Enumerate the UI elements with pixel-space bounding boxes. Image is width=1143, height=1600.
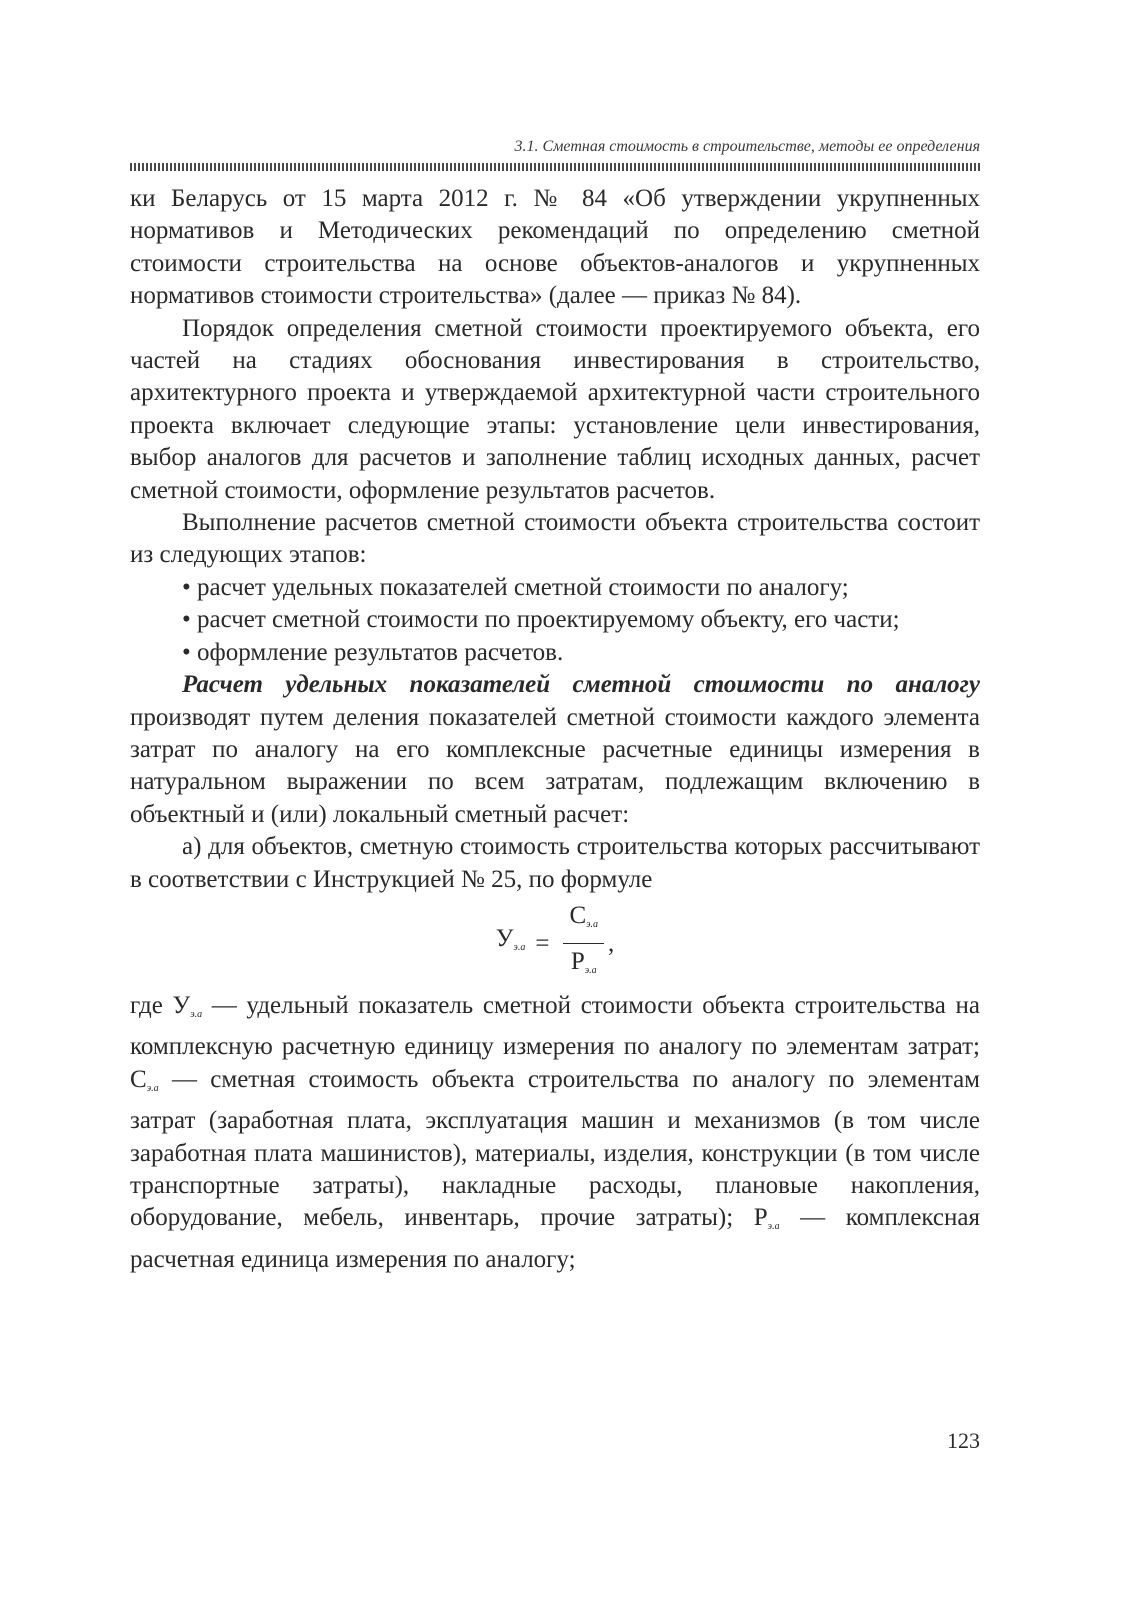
- bullet-item-1: • расчет удельных показателей сметной стоимости по аналогу;: [182, 573, 849, 601]
- formula-numerator: [563, 900, 604, 943]
- paragraph-4-lead: Расчет удельных показателей сметной стоимости по аналогу: [182, 671, 980, 699]
- formula-trail: ,: [608, 929, 615, 957]
- explanation-symbol-3: Р: [753, 1204, 768, 1232]
- explanation-subscript-1: э.а: [190, 1008, 203, 1020]
- bullet-item-3: • оформление результатов расчетов.: [182, 638, 564, 666]
- explanation-subscript-3: э.а: [767, 1221, 780, 1233]
- paragraph-4-rest: производят путем деления показателей сметной стоимости каждого элемента затрат по аналогу на его комплексные расчетные единицы измерения в натуральном выражении по всем затратам, подлежащим включению в объектный и (или) локальный сметный расчет:: [130, 703, 980, 828]
- formula-lhs: [496, 923, 526, 964]
- header-rule: [130, 163, 980, 171]
- paragraph-5: а) для объектов, сметную стоимость строительства которых рассчитывают в соответствии с Инструкцией № 25, по формуле: [130, 833, 980, 893]
- explanation-symbol-2: С: [130, 1065, 147, 1093]
- formula-denominator-symbol: Р: [570, 948, 585, 976]
- body-text: [130, 183, 980, 1276]
- explanation-text-2: — удельный показатель сметной стоимости объекта строительства на комплексную расчетную единицу измерения по аналогу по элементам затрат;: [130, 991, 981, 1061]
- formula-denominator: [565, 944, 603, 987]
- formula-denominator-subscript: э.а: [584, 965, 597, 977]
- paragraph-4: [130, 669, 980, 831]
- formula-numerator-symbol: С: [569, 902, 587, 930]
- explanation-text-1: где: [130, 991, 173, 1019]
- explanation-symbol-1: У: [172, 991, 191, 1019]
- explanation-paragraph: [130, 990, 980, 1276]
- running-header: 3.1. Сметная стоимость в строительстве, методы ее определения: [514, 138, 980, 155]
- formula-lhs-symbol: У: [495, 925, 514, 953]
- formula: [130, 902, 980, 986]
- explanation-subscript-2: э.а: [146, 1082, 159, 1094]
- formula-equals: =: [535, 929, 550, 957]
- formula-numerator-subscript: э.а: [586, 919, 599, 931]
- paragraph-2: Порядок определения сметной стоимости проектируемого объекта, его частей на стадиях обоснования инвестирования в строительство, архитектурного проекта и утверждаемой архитектурной части строительного проекта включает следующие этапы: установление цели инвестирования, выбор аналогов для расчетов и заполнение таблиц исходных данных, расчет сметной стоимости, оформление результатов расчетов.: [130, 314, 980, 504]
- page-number: 123: [947, 1428, 980, 1453]
- paragraph-1: ки Беларусь от 15 марта 2012 г. № 84 «Об утверждении укрупненных нормативов и Методических рекомендаций по определению сметной стоимости строительства на основе объектов-аналогов и укрупненных нормативов стоимости строительства» (далее — приказ № 84).: [130, 185, 980, 310]
- formula-fraction: [563, 900, 604, 988]
- explanation-text-4: — комплексная расчетная единица измерения по аналогу;: [130, 1204, 981, 1273]
- explanation-text-3: — сметная стоимость объекта строительства по аналогу по элементам затрат (заработная плата, эксплуатация машин и механизмов (в том числе заработная плата машинистов), материалы, изделия, конструкции (в том числе транспортные затраты), накладные расходы, плановые накопления, оборудование, мебель, инвентарь, прочие затраты);: [130, 1065, 980, 1232]
- paragraph-3: Выполнение расчетов сметной стоимости объекта строительства состоит из следующих этапов:: [130, 509, 980, 569]
- bullet-item-2: • расчет сметной стоимости по проектируемому объекту, его части;: [182, 606, 900, 634]
- formula-lhs-subscript: э.а: [513, 942, 526, 954]
